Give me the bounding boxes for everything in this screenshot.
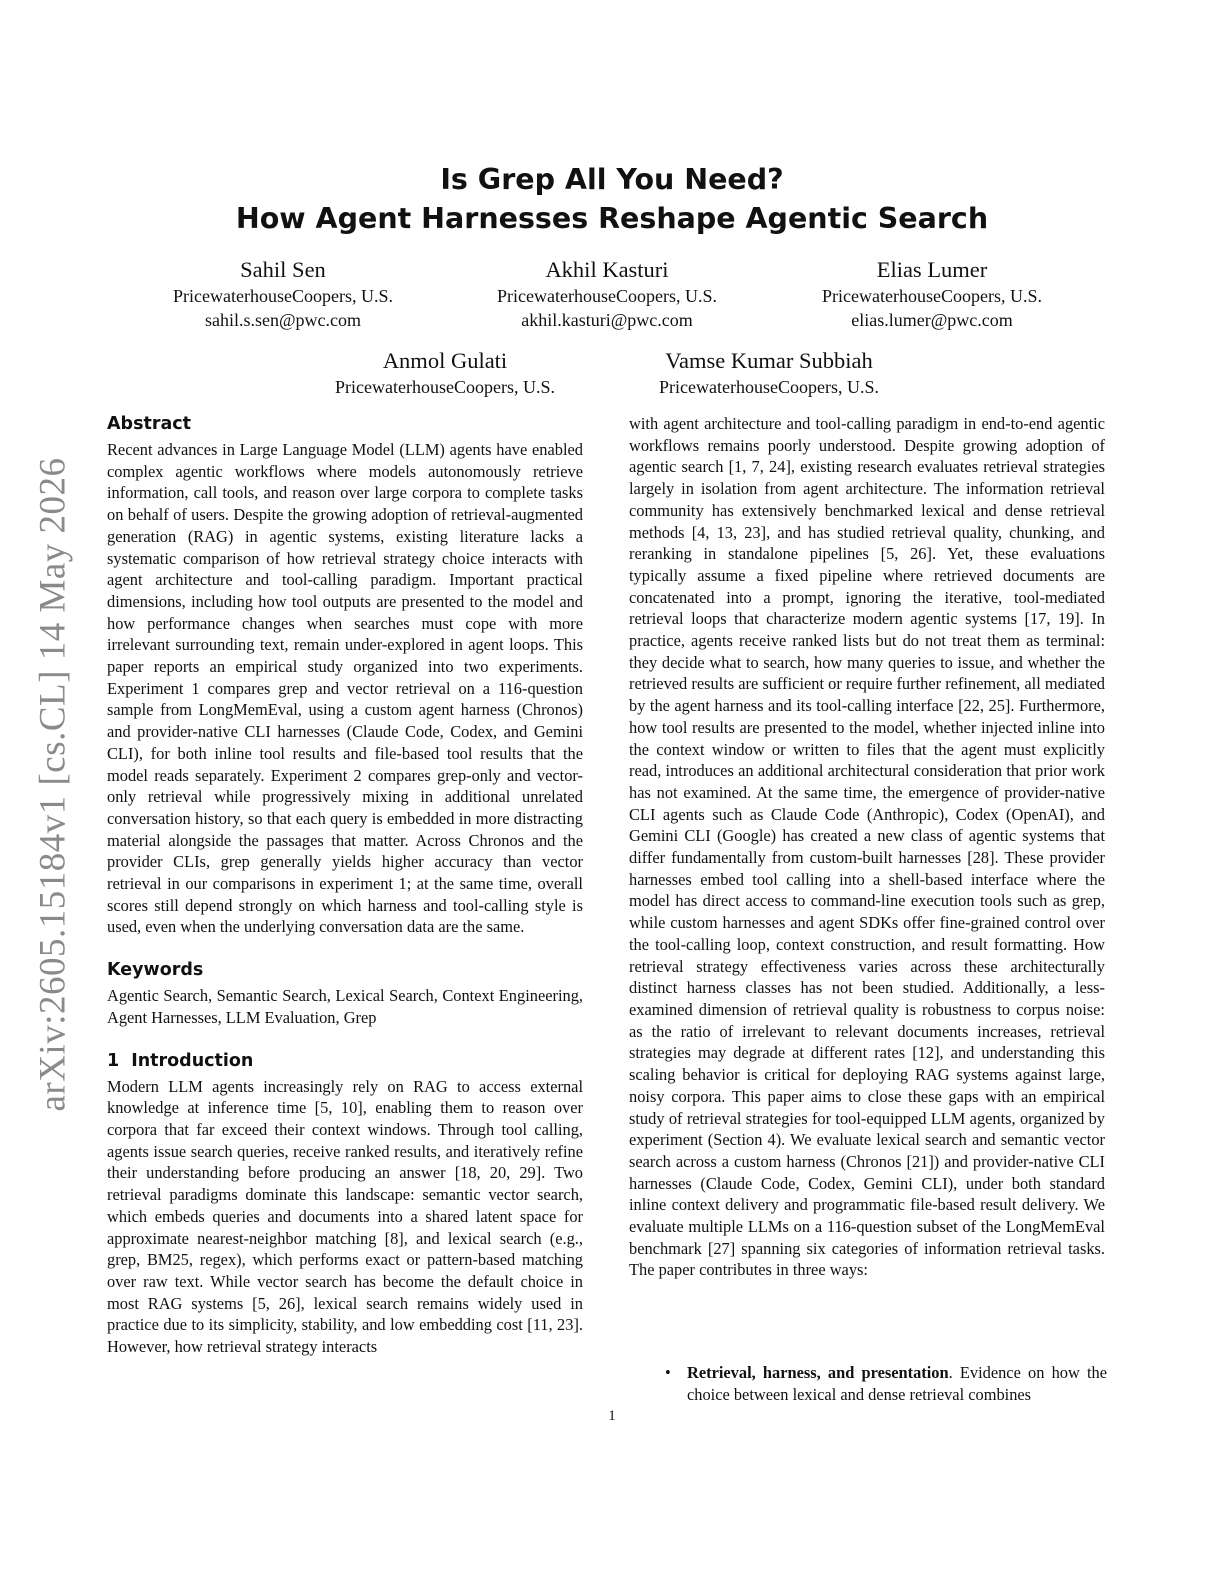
author-block [460, 256, 754, 332]
abstract-heading: Abstract [107, 414, 192, 434]
abstract-text: Recent advances in Large Language Model (LLM) agents have enabled complex agentic workflows where models autonomously retrieve information, call tools, and reason over large corpora to complete tasks on behalf of users. Despite the growing adoption of retrieval-augmented generation (RAG) in agentic systems, existing literature lacks a systematic comparison of how retrieval strategy choice interacts with agent architecture and tool-calling paradigm. Important practical dimensions, including how tool outputs are presented to the model and how performance changes when searches must cope with more irrelevant surrounding text, remain under-explored in agent loops. This paper reports an empirical study organized into two experiments. Experiment 1 compares grep and vector retrieval on a 116-question sample from LongMemEval, using a custom agent harness (Chronos) and provider-native CLI harnesses (Claude Code, Codex, and Gemini CLI), for both inline tool results and file-based tool results that the model reads separately. Experiment 2 compares grep-only and vector-only retrieval while progressively mixing in additional unrelated conversation history, so that each query is embedded in more distracting material alongside the passages that matter. Across Chronos and the provider CLIs, grep generally yields higher accuracy than vector retrieval in our comparisons in experiment 1; at the same time, overall scores still depend strongly on which harness and tool-calling style is used, even when the underlying conversation data are the same. [107, 440, 583, 937]
introduction-text-right: with agent architecture and tool-calling paradigm in end-to-end agentic workflows remains poorly understood. Despite growing adoption of agentic search [1, 7, 24], existing research evaluates retrieval strategies largely in isolation from agent architecture. The information retrieval community has extensively benchmarked lexical and dense retrieval methods [4, 13, 23], and has studied retrieval quality, chunking, and reranking in standalone pipelines [5, 26]. Yet, these evaluations typically assume a fixed pipeline where retrieved documents are concatenated into a prompt, ignoring the iterative, tool-mediated retrieval loops that characterize modern agentic systems [17, 19]. In practice, agents receive ranked lists but do not treat them as terminal: they decide what to search, how many queries to issue, and whether the retrieved results are sufficient or require further refinement, all mediated by the agent harness and its tool-calling interface [22, 25]. Furthermore, how tool results are presented to the model, whether injected inline into the context window or written to files that the agent must explicitly read, introduces an additional architectural consideration that prior work has not examined. At the same time, the emergence of provider-native CLI agents such as Claude Code (Anthropic), Codex (OpenAI), and Gemini CLI (Google) has created a new class of agentic systems that differ fundamentally from custom-built harnesses [28]. These provider harnesses embed tool calling into a shell-based interface where the model has direct access to command-line execution tools such as grep, while custom harnesses and agent SDKs offer fine-grained control over the tool-calling loop, context construction, and result formatting. How retrieval strategy effectiveness varies across these architecturally distinct harness classes has not been studied. Additionally, a less-examined dimension of retrieval quality is robustness to corpus noise: as the ratio of irrelevant to relevant documents increases, retrieval strategies may degrade at different rates [12], and understanding this scaling behavior is critical for deploying RAG systems against large, noisy corpora. This paper aims to close these gaps with an empirical study of retrieval strategies for tool-equipped LLM agents, organized by experiment (Section 4). We evaluate lexical search and semantic vector search across a custom harness (Chronos [21]) and provider-native CLI harnesses (Claude Code, Codex, Gemini CLI), under both standard inline context delivery and programmatic file-based result delivery. We evaluate multiple LLMs on a 116-question subset of the LongMemEval benchmark [27] spanning six categories of information retrieval tasks. The paper contributes in three ways: [629, 414, 1105, 1280]
paper-title [0, 160, 1224, 238]
author-affiliation: PricewaterhouseCoopers, U.S. [335, 377, 555, 397]
right-column [629, 413, 1105, 1281]
keywords-text: Agentic Search, Semantic Search, Lexical Search, Context Engineering, Agent Harnesses, LLM Evaluation, Grep [107, 986, 583, 1027]
author-name: Akhil Kasturi [545, 257, 669, 282]
contribution-title: Retrieval, harness, and presentation [687, 1363, 949, 1382]
author-name: Vamse Kumar Subbiah [665, 348, 873, 373]
author-affiliation: PricewaterhouseCoopers, U.S. [822, 286, 1042, 306]
author-name: Elias Lumer [876, 257, 988, 282]
title-line-1: Is Grep All You Need? [440, 163, 784, 196]
author-affiliation: PricewaterhouseCoopers, U.S. [659, 377, 879, 397]
left-column [107, 412, 583, 1358]
arxiv-identifier [28, 432, 78, 1136]
author-name: Anmol Gulati [382, 348, 508, 373]
title-line-2: How Agent Harnesses Reshape Agentic Search [235, 202, 989, 235]
introduction-text-left: Modern LLM agents increasingly rely on RAG to access external knowledge at inference time [5, 10], enabling them to reason over corpora that far exceed their context windows. Through tool calling, agents issue search queries, receive ranked results, and iteratively refine their understanding before producing an answer [18, 20, 29]. Two retrieval paradigms dominate this landscape: semantic vector search, which embeds queries and documents into a shared latent space for approximate nearest-neighbor matching [8], and lexical search (e.g., grep, BM25, regex), which performs exact or pattern-based matching over raw text. While vector search has become the default choice in most RAG systems [5, 26], lexical search remains widely used in practice due to its simplicity, stability, and low embedding cost [11, 23]. However, how retrieval strategy interacts [107, 1076, 583, 1357]
author-block [136, 256, 430, 332]
section-title: Introduction [131, 1050, 254, 1071]
author-email: sahil.s.sen@pwc.com [204, 310, 362, 330]
author-affiliation: PricewaterhouseCoopers, U.S. [173, 286, 393, 306]
section-number: 1 [107, 1050, 120, 1071]
contribution-list-item [665, 1362, 1107, 1406]
introduction-heading [107, 1049, 583, 1073]
contribution-text [687, 1362, 1107, 1406]
author-block [785, 256, 1079, 332]
bullet-dot: • [665, 1363, 671, 1382]
contribution-body: . Evidence on how the choice between lexical and dense retrieval combines [687, 1363, 1108, 1404]
page-number: 1 [608, 1408, 616, 1424]
author-block [298, 347, 592, 399]
author-email: akhil.kasturi@pwc.com [521, 310, 693, 330]
keywords-heading: Keywords [107, 960, 204, 981]
author-affiliation: PricewaterhouseCoopers, U.S. [497, 286, 717, 306]
author-block [622, 347, 916, 399]
author-name: Sahil Sen [240, 257, 326, 282]
arxiv-identifier-text: arXiv:2605.15184v1 [cs.CL] 14 May 2026 [32, 456, 74, 1112]
author-email: elias.lumer@pwc.com [851, 310, 1013, 330]
